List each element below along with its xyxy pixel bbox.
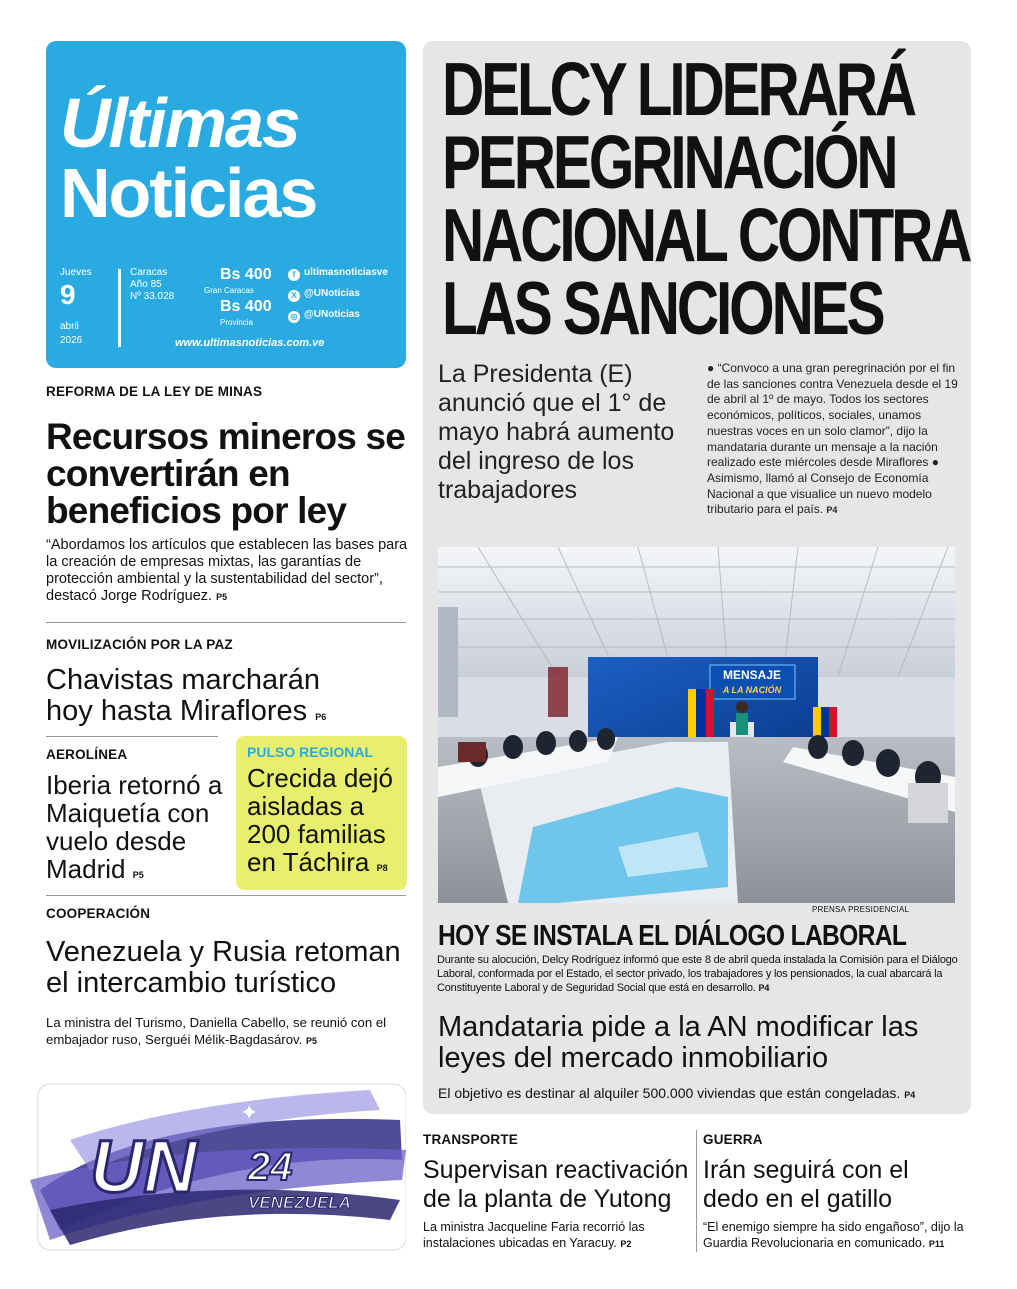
sparkle-icon: ✦: [75, 1120, 89, 1139]
divider: [118, 269, 121, 347]
headline-mandataria[interactable]: Mandataria pide a la AN modificar las leyes del mercado inmobiliario: [438, 1011, 919, 1074]
un24-logo-graphic: [30, 1080, 406, 1252]
headline-paz[interactable]: Chavistas marcharán hoy hasta Miraflores P6: [46, 664, 327, 727]
logo-line-1: Últimas: [60, 84, 299, 162]
banner-country: VENEZUELA: [248, 1193, 351, 1212]
main-headline-line: NACIONAL CONTRA: [442, 193, 970, 277]
divider: [46, 622, 406, 623]
website-link[interactable]: www.ultimasnoticias.com.ve: [175, 337, 325, 349]
headline-dialogo[interactable]: HOY SE INSTALA EL DIÁLOGO LABORAL: [438, 920, 907, 952]
headline-guerra[interactable]: Irán seguirá con el dedo en el gatillo: [703, 1156, 909, 1213]
press-room-illustration: [438, 547, 955, 903]
kicker-transporte: TRANSPORTE: [423, 1132, 519, 1147]
facebook-icon: f: [288, 269, 300, 281]
price-capital-zone: Gran Caracas: [204, 286, 254, 295]
kicker-guerra: GUERRA: [703, 1132, 763, 1147]
instagram-icon: ◎: [288, 311, 300, 323]
page-ref: P4: [758, 983, 770, 993]
page-ref: P2: [620, 1239, 632, 1249]
main-deck: La Presidenta (E) anunció que el 1° de mayo habrá aumento del ingreso de los trabajadores: [438, 360, 675, 504]
divider: [46, 895, 406, 896]
main-headline-line: DELCY LIDERARÁ: [442, 47, 915, 131]
body-minas: “Abordamos los artículos que establecen las bases para la creación de empresas mixtas, las garantías de protección ambiental y la sustentabilidad del sector”, destacó Jorge Rodríguez. P5: [46, 537, 408, 604]
volume: Año 85: [130, 279, 162, 290]
masthead: [46, 41, 406, 368]
month: abril: [60, 321, 79, 332]
headline-pulso: Crecida dejó aisladas a 200 familias en Táchira P8: [247, 763, 393, 877]
body-guerra: “El enemigo siempre ha sido engañoso”, dijo la Guardia Revolucionaria en comunicado. P11: [703, 1220, 964, 1250]
x-link[interactable]: X @UNoticias: [288, 288, 360, 302]
main-headline[interactable]: [442, 47, 970, 350]
kicker-paz: MOVILIZACIÓN POR LA PAZ: [46, 637, 233, 652]
instagram-link[interactable]: ◎ @UNoticias: [288, 309, 360, 323]
page-ref: P8: [376, 863, 388, 873]
page-ref: P4: [904, 1090, 916, 1100]
headline-aerolinea[interactable]: Iberia retornó a Maiquetía con vuelo desde Madrid P5: [46, 770, 223, 884]
price-provincia: Bs 400: [220, 298, 272, 315]
body-mandataria: El objetivo es destinar al alquiler 500.000 viviendas que están congeladas. P4: [438, 1085, 916, 1101]
un24-banner[interactable]: [30, 1080, 406, 1252]
issue-number: Nº 33.028: [130, 291, 175, 302]
headline-transporte[interactable]: Supervisan reactivación de la planta de Yutong: [423, 1156, 689, 1213]
page-ref: P5: [216, 592, 228, 602]
masthead-info: [60, 267, 400, 351]
un-mark: UN: [90, 1125, 197, 1208]
body-cooperacion: La ministra del Turismo, Daniella Cabello, se reunió con el embajador ruso, Serguéi Mélik-Bagdasárov. P5: [46, 1015, 387, 1047]
day-number: 9: [60, 279, 76, 310]
page-ref: P5: [132, 870, 144, 880]
page-ref: P11: [928, 1239, 945, 1249]
divider: [46, 736, 218, 737]
year: 2026: [60, 335, 83, 346]
x-icon: X: [288, 290, 300, 302]
main-photo[interactable]: [438, 547, 955, 903]
sparkle-icon: ✦: [240, 1101, 259, 1126]
banner-live: En Directo: [288, 1215, 350, 1230]
headline-minas[interactable]: Recursos mineros se convertirán en beneficios por ley: [46, 416, 406, 531]
page-ref: P6: [315, 712, 327, 722]
city: Caracas: [130, 267, 168, 278]
headline-cooperacion[interactable]: Venezuela y Rusia retoman el intercambio turístico: [46, 936, 401, 999]
main-side-copy: ● “Convoco a una gran peregrinación por el fin de las sanciones contra Venezuela desde el 19 de abril al 1º de mayo. Todos los sectores económicos, políticos, sociales, unamos nuestras voces en un solo clamor”, dijo la mandataria durante un mensaje a la nación realizado este miércoles desde Miraflores ● Asimismo, llamó al Consejo de Economía Nacional a que visualice un nuevo modelo tributario para el país. P4: [707, 361, 958, 517]
pulso-label: PULSO REGIONAL: [247, 744, 374, 760]
bullet-icon: ●: [931, 455, 940, 470]
logo-line-2: Noticias: [60, 154, 317, 232]
price-provincia-zone: Provincia: [220, 318, 253, 327]
kicker-cooperacion: COOPERACIÓN: [46, 906, 151, 921]
weekday: Jueves: [60, 267, 92, 278]
body-dialogo: Durante su alocución, Delcy Rodríguez informó que este 8 de abril queda instalada la Comisión para el Diálogo Laboral, conformada por el Estado, el sector privado, los trabajadores y los pensionados, la cual abarcará la Constituyente Laboral y de Seguridad Social que está en desarrollo. P4: [437, 954, 958, 994]
price-capital: Bs 400: [220, 266, 272, 283]
photo-credit: PRENSA PRESIDENCIAL: [812, 905, 910, 914]
main-headline-line: PEREGRINACIÓN: [442, 120, 896, 204]
bullet-icon: ●: [707, 361, 715, 375]
main-headline-line: LAS SANCIONES: [442, 266, 883, 350]
pulso-regional-box[interactable]: [236, 736, 407, 890]
column-divider: [696, 1130, 697, 1252]
body-transporte: La ministra Jacqueline Faria recorrió las instalaciones ubicadas en Yaracuy. P2: [423, 1220, 645, 1250]
page-ref: P5: [305, 1036, 317, 1046]
facebook-link[interactable]: f ultimasnoticiasve: [288, 267, 388, 281]
page-ref: P4: [826, 505, 838, 516]
screen-subtitle: A LA NACIÓN: [722, 685, 782, 695]
kicker-aerolinea: AEROLÍNEA: [46, 747, 128, 762]
screen-title: MENSAJE: [722, 668, 782, 682]
kicker-minas: REFORMA DE LA LEY DE MINAS: [46, 384, 263, 399]
banner-number: 24: [248, 1145, 293, 1189]
